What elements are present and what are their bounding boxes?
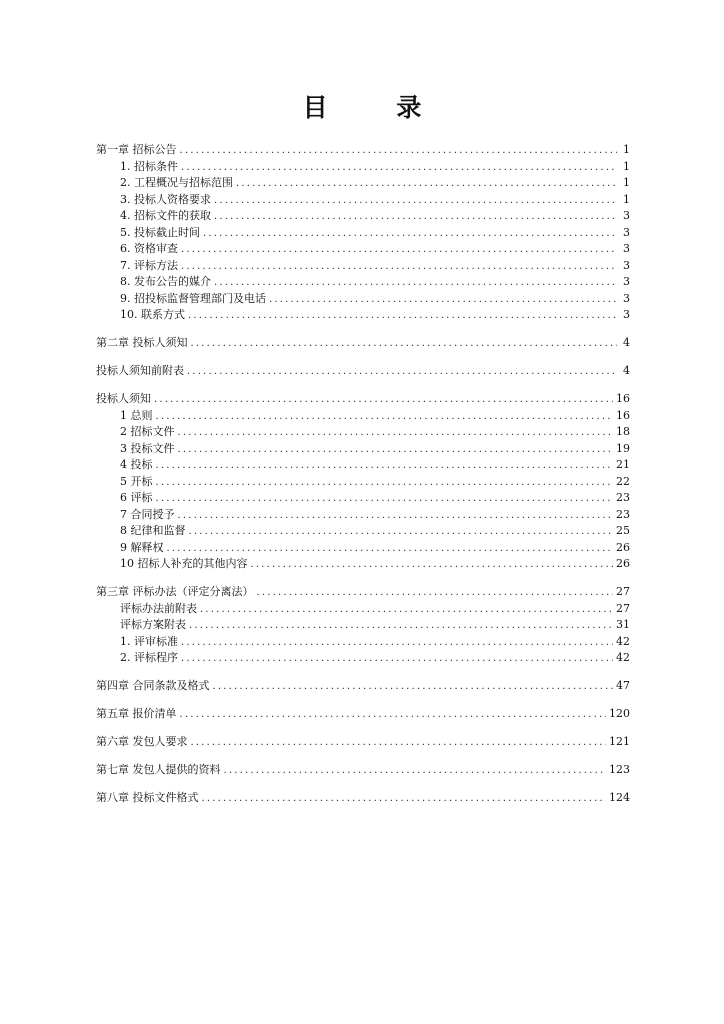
toc-entry-label: 8 纪律和监督 [120, 524, 186, 537]
toc-entry-label: 7 合同授予 [120, 507, 175, 521]
toc-entry-page-number: 1 [623, 143, 630, 156]
dot-leader [224, 763, 607, 780]
toc-entry-page-number: 1 [623, 192, 630, 206]
toc-entry-label: 3. 投标人资格要求 [120, 192, 211, 206]
toc-entry-label: 8. 发布公告的媒介 [120, 275, 211, 288]
toc-entry-page-number: 120 [609, 707, 630, 720]
toc-entry-page-number: 23 [616, 491, 630, 504]
toc-entry[interactable] [96, 307, 630, 324]
toc-entry[interactable] [96, 208, 630, 225]
toc-entry-page-number: 47 [616, 679, 630, 692]
toc-entry-label: 5 开标 [120, 474, 153, 488]
dot-leader [156, 458, 614, 475]
toc-entry-label: 10. 联系方式 [120, 308, 185, 321]
toc-entry-page-number: 3 [623, 209, 630, 222]
toc-entry-page-number: 4 [623, 364, 630, 377]
dot-leader [178, 508, 614, 525]
toc-entry-page-number: 31 [616, 618, 630, 631]
toc-entry-label: 9 解释权 [120, 540, 164, 554]
dot-leader [167, 541, 614, 558]
dot-leader [156, 409, 614, 426]
toc-entry[interactable] [96, 241, 630, 258]
toc-entry[interactable] [96, 457, 630, 474]
dot-leader [180, 707, 607, 724]
toc-entry[interactable] [96, 258, 630, 275]
dot-leader [213, 679, 614, 696]
toc-entry-label: 投标人须知前附表 [96, 364, 184, 377]
dot-leader [181, 259, 617, 276]
toc-entry[interactable] [96, 650, 630, 667]
toc-entry-page-number: 3 [623, 258, 630, 272]
toc-entry-page-number: 124 [609, 791, 630, 804]
dot-leader [180, 143, 618, 160]
dot-leader [236, 176, 617, 193]
toc-entry[interactable] [96, 706, 630, 723]
dot-leader [189, 524, 614, 541]
dot-leader [214, 209, 617, 226]
toc-entry-label: 9. 招投标监督管理部门及电话 [120, 291, 266, 305]
dot-leader [181, 651, 613, 668]
toc-entry[interactable] [96, 678, 630, 695]
toc-entry-page-number: 25 [616, 524, 630, 537]
toc-entry[interactable] [96, 617, 630, 634]
toc-entry[interactable] [96, 192, 630, 209]
dot-leader [154, 392, 613, 409]
toc-entry[interactable] [96, 734, 630, 751]
toc-entry-label: 7. 评标方法 [120, 258, 178, 272]
toc-entry-page-number: 1 [623, 159, 630, 173]
toc-entry[interactable] [96, 790, 630, 807]
toc-entry[interactable] [96, 507, 630, 524]
toc-entry-label: 第七章 发包人提供的资料 [96, 763, 221, 776]
table-of-contents [96, 142, 630, 807]
toc-entry-page-number: 3 [623, 308, 630, 321]
dot-leader [202, 791, 607, 808]
page-title: 目 录 [302, 93, 452, 122]
toc-entry-label: 投标人须知 [96, 392, 151, 405]
toc-entry[interactable] [96, 490, 630, 507]
dot-leader [269, 292, 617, 309]
dot-leader [187, 364, 617, 381]
toc-entry[interactable] [96, 424, 630, 441]
toc-entry-page-number: 16 [616, 408, 630, 422]
toc-entry-label: 4 投标 [120, 458, 153, 471]
toc-entry-page-number: 27 [616, 601, 630, 615]
dot-leader [200, 602, 613, 619]
dot-leader [214, 275, 617, 292]
toc-entry[interactable] [96, 335, 630, 352]
toc-entry[interactable] [96, 523, 630, 540]
toc-entry-label: 第八章 投标文件格式 [96, 791, 199, 804]
toc-entry[interactable] [96, 159, 630, 176]
toc-entry[interactable] [96, 408, 630, 425]
toc-entry-label: 评标方案附表 [120, 618, 186, 631]
dot-leader [191, 735, 607, 752]
toc-entry[interactable] [96, 556, 630, 573]
dot-leader [251, 557, 614, 574]
toc-entry[interactable] [96, 274, 630, 291]
toc-entry[interactable] [96, 634, 630, 651]
toc-entry-label: 1. 评审标准 [120, 634, 178, 648]
toc-entry-label: 6 评标 [120, 491, 153, 504]
toc-entry-page-number: 123 [609, 763, 630, 776]
toc-entry-page-number: 121 [609, 735, 630, 748]
toc-entry-label: 6. 资格审查 [120, 242, 178, 255]
toc-entry-page-number: 26 [616, 557, 630, 570]
toc-entry-label: 评标办法前附表 [120, 601, 197, 615]
toc-entry-label: 第六章 发包人要求 [96, 735, 188, 748]
toc-entry-page-number: 42 [616, 651, 630, 664]
toc-entry-label: 4. 招标文件的获取 [120, 209, 211, 222]
toc-entry-page-number: 4 [623, 336, 630, 349]
toc-entry[interactable] [96, 441, 630, 458]
dot-leader [189, 618, 613, 635]
toc-entry-page-number: 21 [616, 458, 630, 471]
dot-leader [188, 308, 617, 325]
toc-entry-page-number: 16 [616, 392, 630, 405]
toc-entry-label: 2 招标文件 [120, 425, 175, 438]
toc-entry-page-number: 1 [623, 176, 630, 189]
toc-entry-label: 第一章 招标公告 [96, 143, 177, 156]
toc-entry-label: 第二章 投标人须知 [96, 336, 188, 349]
toc-entry-page-number: 23 [616, 507, 630, 521]
toc-entry-page-number: 19 [616, 441, 630, 455]
toc-entry[interactable] [96, 762, 630, 779]
toc-entry-page-number: 3 [623, 291, 630, 305]
toc-entry[interactable] [96, 363, 630, 380]
toc-entry[interactable] [96, 474, 630, 491]
toc-entry[interactable] [96, 142, 630, 159]
dot-leader [181, 160, 617, 177]
toc-entry-page-number: 3 [623, 242, 630, 255]
toc-entry-label: 1 总则 [120, 408, 153, 422]
toc-entry-page-number: 3 [623, 275, 630, 288]
toc-entry-page-number: 22 [616, 474, 630, 488]
toc-entry-page-number: 27 [616, 585, 630, 598]
toc-entry[interactable] [96, 584, 630, 601]
toc-entry[interactable] [96, 601, 630, 618]
toc-entry-label: 第四章 合同条款及格式 [96, 679, 210, 692]
dot-leader [257, 585, 614, 602]
dot-leader [191, 336, 618, 353]
dot-leader [203, 226, 617, 243]
dot-leader [181, 635, 613, 652]
toc-entry[interactable] [96, 540, 630, 557]
toc-entry-label: 第五章 报价清单 [96, 707, 177, 720]
dot-leader [178, 442, 614, 459]
toc-entry-label: 3 投标文件 [120, 441, 175, 455]
dot-leader [181, 242, 617, 259]
toc-entry-page-number: 26 [616, 540, 630, 554]
toc-entry-label: 10 招标人补充的其他内容 [120, 557, 248, 570]
toc-entry-page-number: 3 [623, 225, 630, 239]
toc-entry-page-number: 18 [616, 425, 630, 438]
toc-entry-page-number: 42 [616, 634, 630, 648]
toc-entry-label: 1. 招标条件 [120, 159, 178, 173]
toc-entry-label: 第三章 评标办法（评定分离法） [96, 585, 254, 598]
dot-leader [156, 475, 614, 492]
toc-entry-label: 2. 评标程序 [120, 651, 178, 664]
dot-leader [156, 491, 614, 508]
dot-leader [178, 425, 614, 442]
toc-entry[interactable] [96, 175, 630, 192]
dot-leader [214, 193, 617, 210]
toc-entry[interactable] [96, 291, 630, 308]
toc-entry[interactable] [96, 225, 630, 242]
toc-entry-label: 2. 工程概况与招标范围 [120, 176, 233, 189]
toc-entry[interactable] [96, 391, 630, 408]
toc-entry-label: 5. 投标截止时间 [120, 225, 200, 239]
